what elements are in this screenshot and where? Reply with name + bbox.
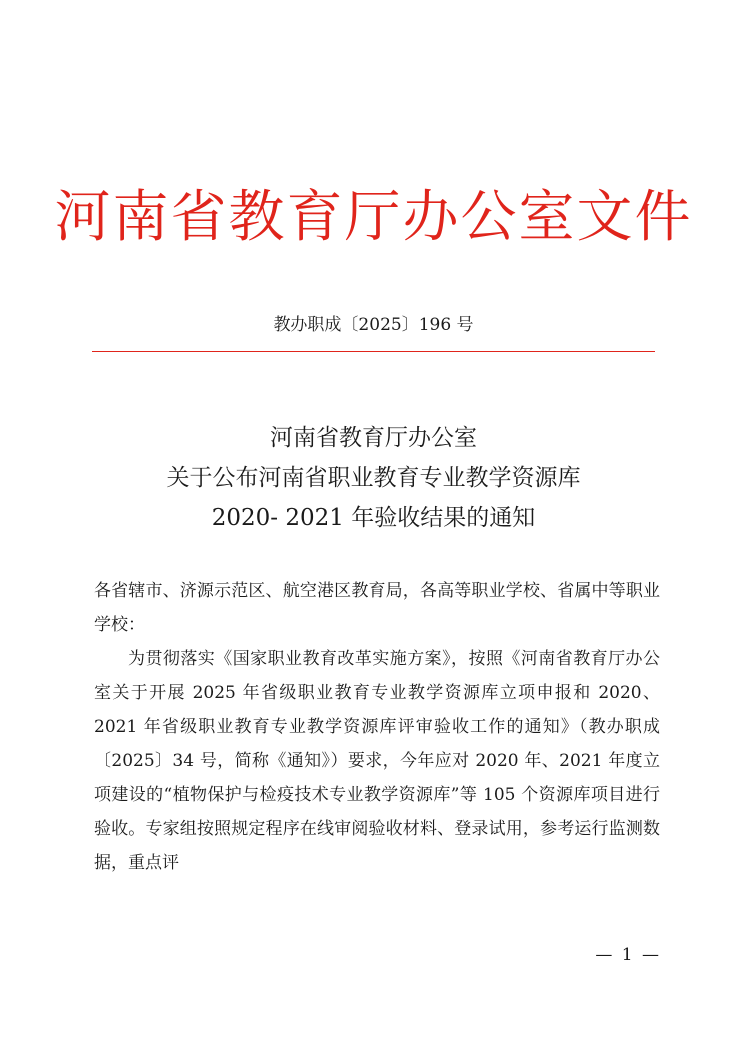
notice-title-line: 河南省教育厅办公室 (270, 425, 477, 451)
page-number: — 1 — (595, 945, 661, 965)
salutation: 各省辖市、济源示范区、航空港区教育局，各高等职业学校、省属中等职业学校： (94, 581, 660, 635)
notice-body (94, 574, 660, 880)
notice-title-line: 关于公布河南省职业教育专业教学资源库 (166, 465, 581, 491)
document-number: 教办职成〔2025〕196 号 (273, 315, 474, 335)
body-paragraph: 为贯彻落实《国家职业教育改革实施方案》，按照《河南省教育厅办公室关于开展 2025 年省级职业教育专业教学资源库立项申报和 2020、2021 年省级职业教育专业教学资源库评审验收工作的通知》（教办职成〔2025〕34 号，简称《通知》）要求，今年应对 2020 年、2021 年度立项建设的“植物保护与检疫技术专业教学资源库”等 105 个资源库项目进行验收。专家组按照规定程序在线审阅验收材料、登录试用，参考运行监测数据，重点评 (94, 649, 660, 873)
notice-title (0, 418, 747, 538)
notice-title-line: 2020- 2021 年验收结果的通知 (211, 505, 536, 531)
red-divider-line (92, 351, 655, 352)
issuing-authority-header: 河南省教育厅办公室文件 (54, 185, 693, 250)
